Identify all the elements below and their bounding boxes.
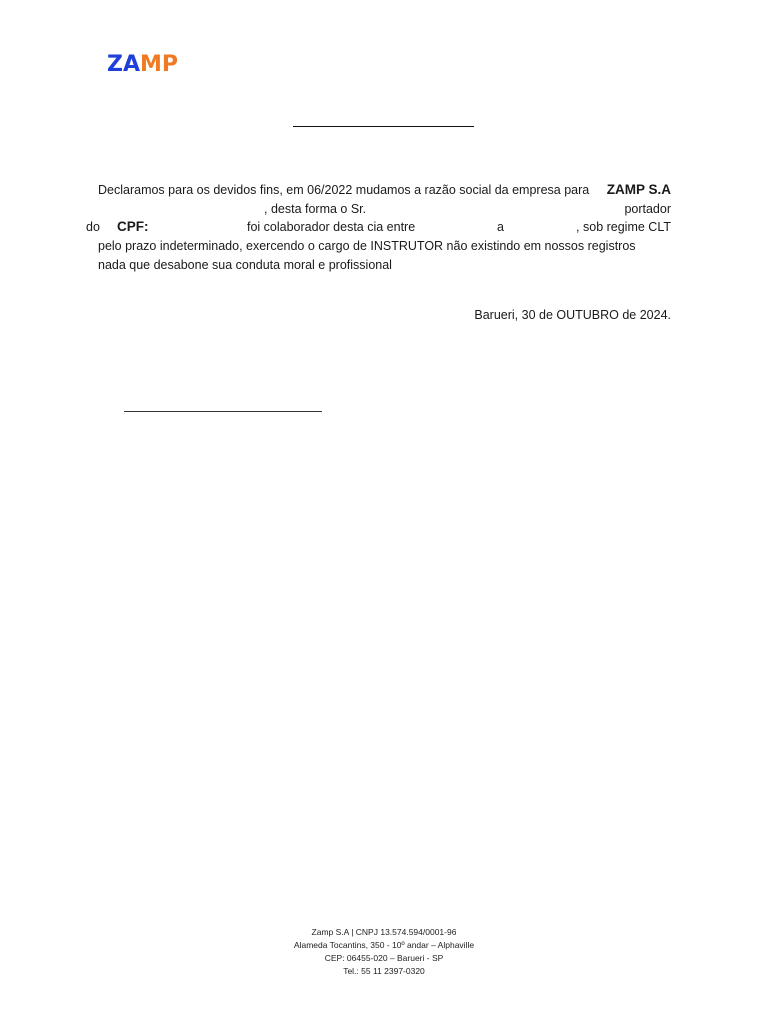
logo-letter-z: Z	[107, 52, 123, 77]
logo-letter-p: P	[161, 52, 179, 77]
declaration-line-2	[98, 200, 671, 219]
declaration-do: do	[86, 220, 100, 235]
declaration-cargo: pelo prazo indeterminado, exercendo o cargo de INSTRUTOR não existindo em nossos registros	[98, 239, 636, 254]
declaration-intro: Declaramos para os devidos fins, em 06/2022 mudamos a razão social da empresa para	[98, 183, 590, 197]
declaration-a: a	[497, 220, 504, 235]
declaration-desta-forma: , desta forma o Sr.	[264, 201, 367, 216]
declaration-colaborador: foi colaborador desta cia entre	[247, 220, 416, 235]
footer	[0, 926, 768, 978]
cpf-label: CPF:	[117, 219, 149, 235]
footer-phone: Tel.: 55 11 2397-0320	[343, 966, 425, 976]
date-place: Barueri, 30 de OUTUBRO de 2024.	[474, 308, 671, 322]
footer-company: Zamp S.A | CNPJ 13.574.594/0001-96	[311, 927, 457, 937]
declaration-line-3	[86, 218, 671, 237]
footer-cep: CEP: 06455-020 – Barueri - SP	[324, 953, 444, 963]
declaration-regime: , sob regime CLT	[576, 220, 671, 235]
title-blank-line	[293, 126, 474, 127]
signature-line	[124, 411, 322, 412]
declaration-line-1	[98, 181, 671, 200]
declaration-line-5	[98, 256, 671, 275]
logo-letter-a: A	[122, 52, 140, 77]
declaration-paragraph	[86, 181, 671, 274]
logo-letter-m: M	[139, 52, 162, 77]
declaration-line-4	[98, 237, 671, 256]
zamp-logo	[107, 54, 178, 76]
declaration-portador: portador	[624, 201, 671, 216]
footer-address: Alameda Tocantins, 350 - 10º andar – Alphaville	[293, 940, 475, 950]
declaration-conduta: nada que desabone sua conduta moral e profissional	[98, 257, 392, 272]
company-name: ZAMP S.A	[606, 182, 671, 197]
